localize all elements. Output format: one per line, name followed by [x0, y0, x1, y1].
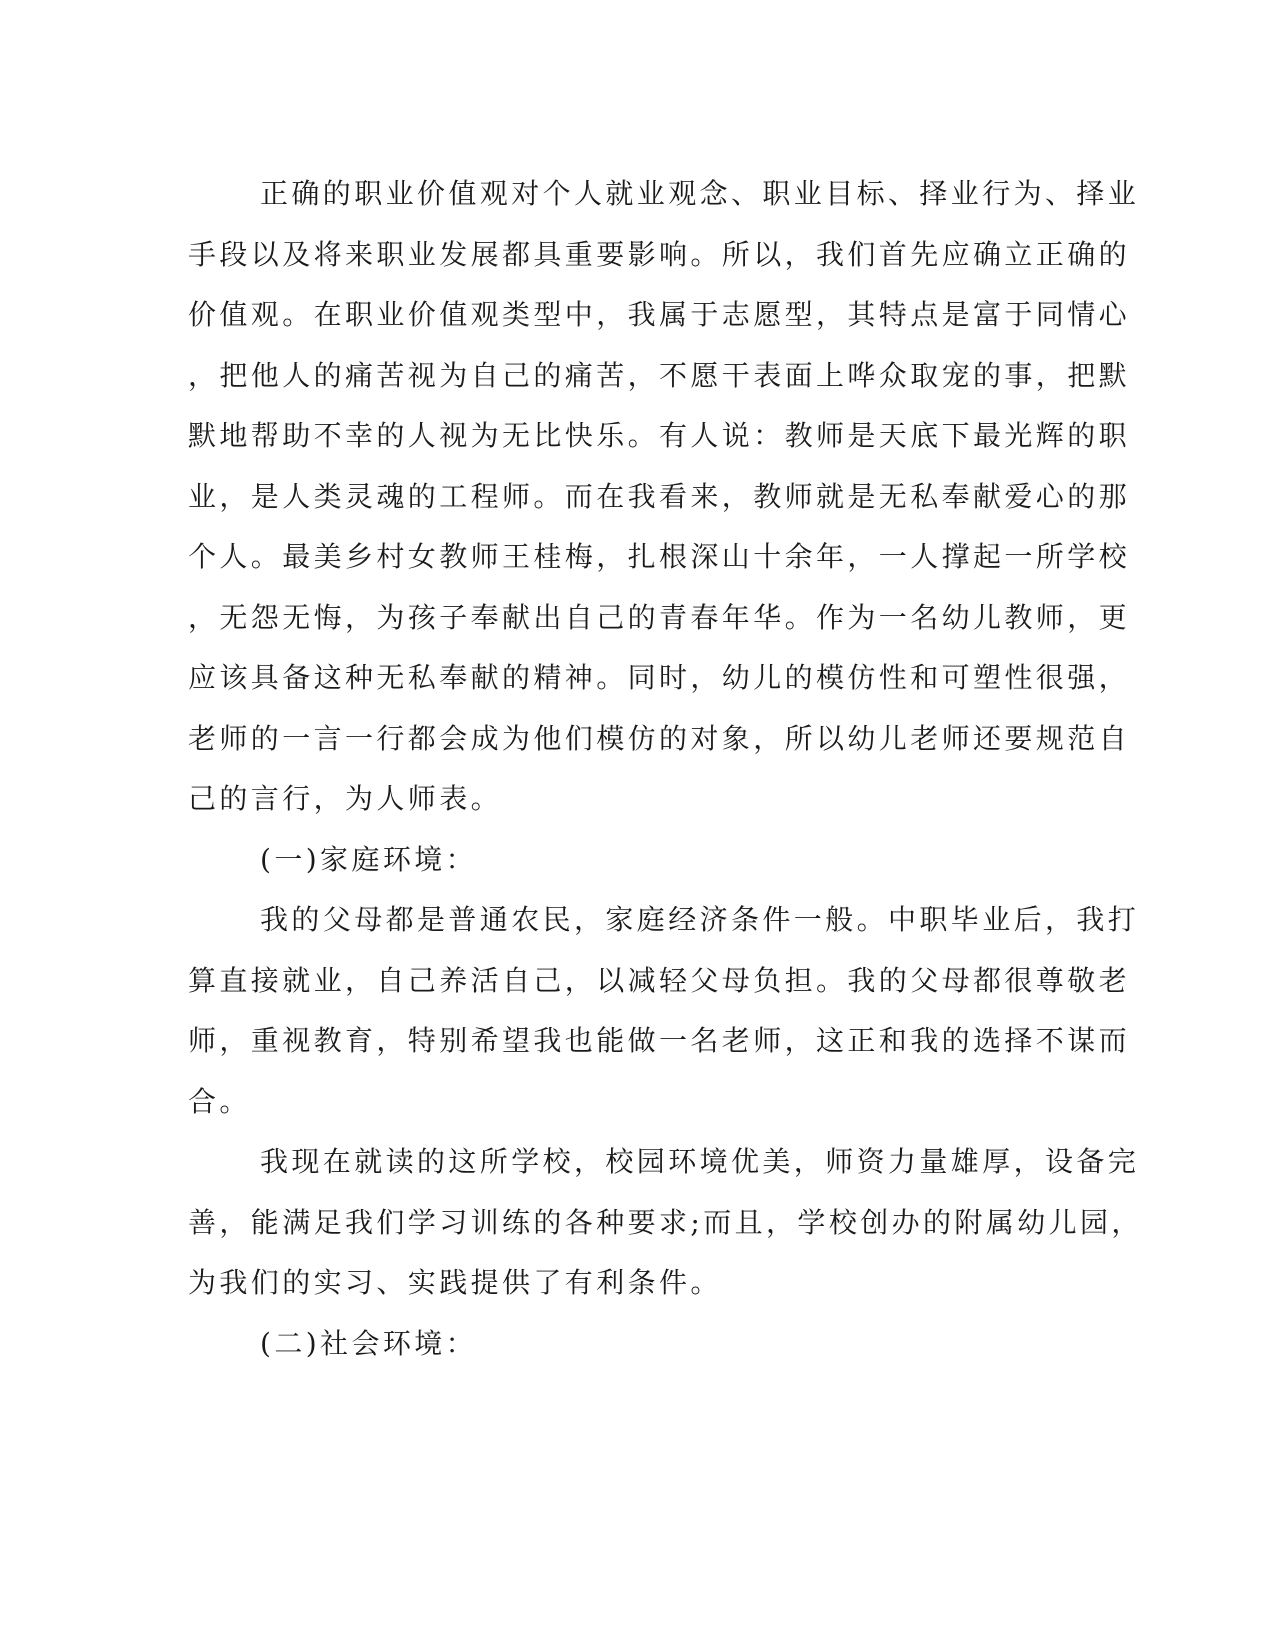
paragraph-values-line-9: 应该具备这种无私奉献的精神。同时，幼儿的模仿性和可塑性很强， [188, 661, 1131, 694]
paragraph-values-line-2: 手段以及将来职业发展都具重要影响。所以，我们首先应确立正确的 [188, 237, 1131, 271]
paragraph-school-line-1: 我现在就读的这所学校，校园环境优美，师资力量雄厚，设备完 [260, 1145, 1140, 1178]
paragraph-family-line-1: 我的父母都是普通农民，家庭经济条件一般。中职毕业后，我打 [260, 903, 1140, 936]
paragraph-values-line-6: 业，是人类灵魂的工程师。而在我看来，教师就是无私奉献爱心的那 [188, 479, 1131, 513]
paragraph-family-line-4: 合。 [188, 1084, 251, 1118]
paragraph-school-line-2: 善，能满足我们学习训练的各种要求;而且，学校创办的附属幼儿园， [188, 1205, 1143, 1239]
document-body [188, 164, 1143, 1374]
paragraph-values-line-3: 价值观。在职业价值观类型中，我属于志愿型，其特点是富于同情心 [188, 298, 1131, 331]
paragraph-values-line-10: 老师的一言一行都会成为他们模仿的对象，所以幼儿老师还要规范自 [188, 721, 1131, 755]
paragraph-values-line-5: 默地帮助不幸的人视为无比快乐。有人说：教师是天底下最光辉的职 [188, 419, 1131, 452]
paragraph-values-line-1: 正确的职业价值观对个人就业观念、职业目标、择业行为、择业 [260, 177, 1140, 210]
paragraph-school-line-3: 为我们的实习、实践提供了有利条件。 [188, 1266, 722, 1299]
section-heading-family: (一)家庭环境： [260, 842, 478, 876]
section-heading-society: (二)社会环境： [260, 1326, 478, 1360]
paragraph-values-line-8: ，无怨无悔，为孩子奉献出自己的青春年华。作为一名幼儿教师，更 [188, 600, 1131, 634]
paragraph-family-line-3: 师，重视教育，特别希望我也能做一名老师，这正和我的选择不谋而 [188, 1024, 1131, 1057]
paragraph-values-line-4: ，把他人的痛苦视为自己的痛苦，不愿干表面上哗众取宠的事，把默 [188, 358, 1131, 392]
paragraph-values-line-11: 己的言行，为人师表。 [188, 782, 503, 815]
paragraph-values-line-7: 个人。最美乡村女教师王桂梅，扎根深山十余年，一人撑起一所学校 [188, 540, 1131, 573]
paragraph-family-line-2: 算直接就业，自己养活自己，以减轻父母负担。我的父母都很尊敬老 [188, 963, 1131, 997]
